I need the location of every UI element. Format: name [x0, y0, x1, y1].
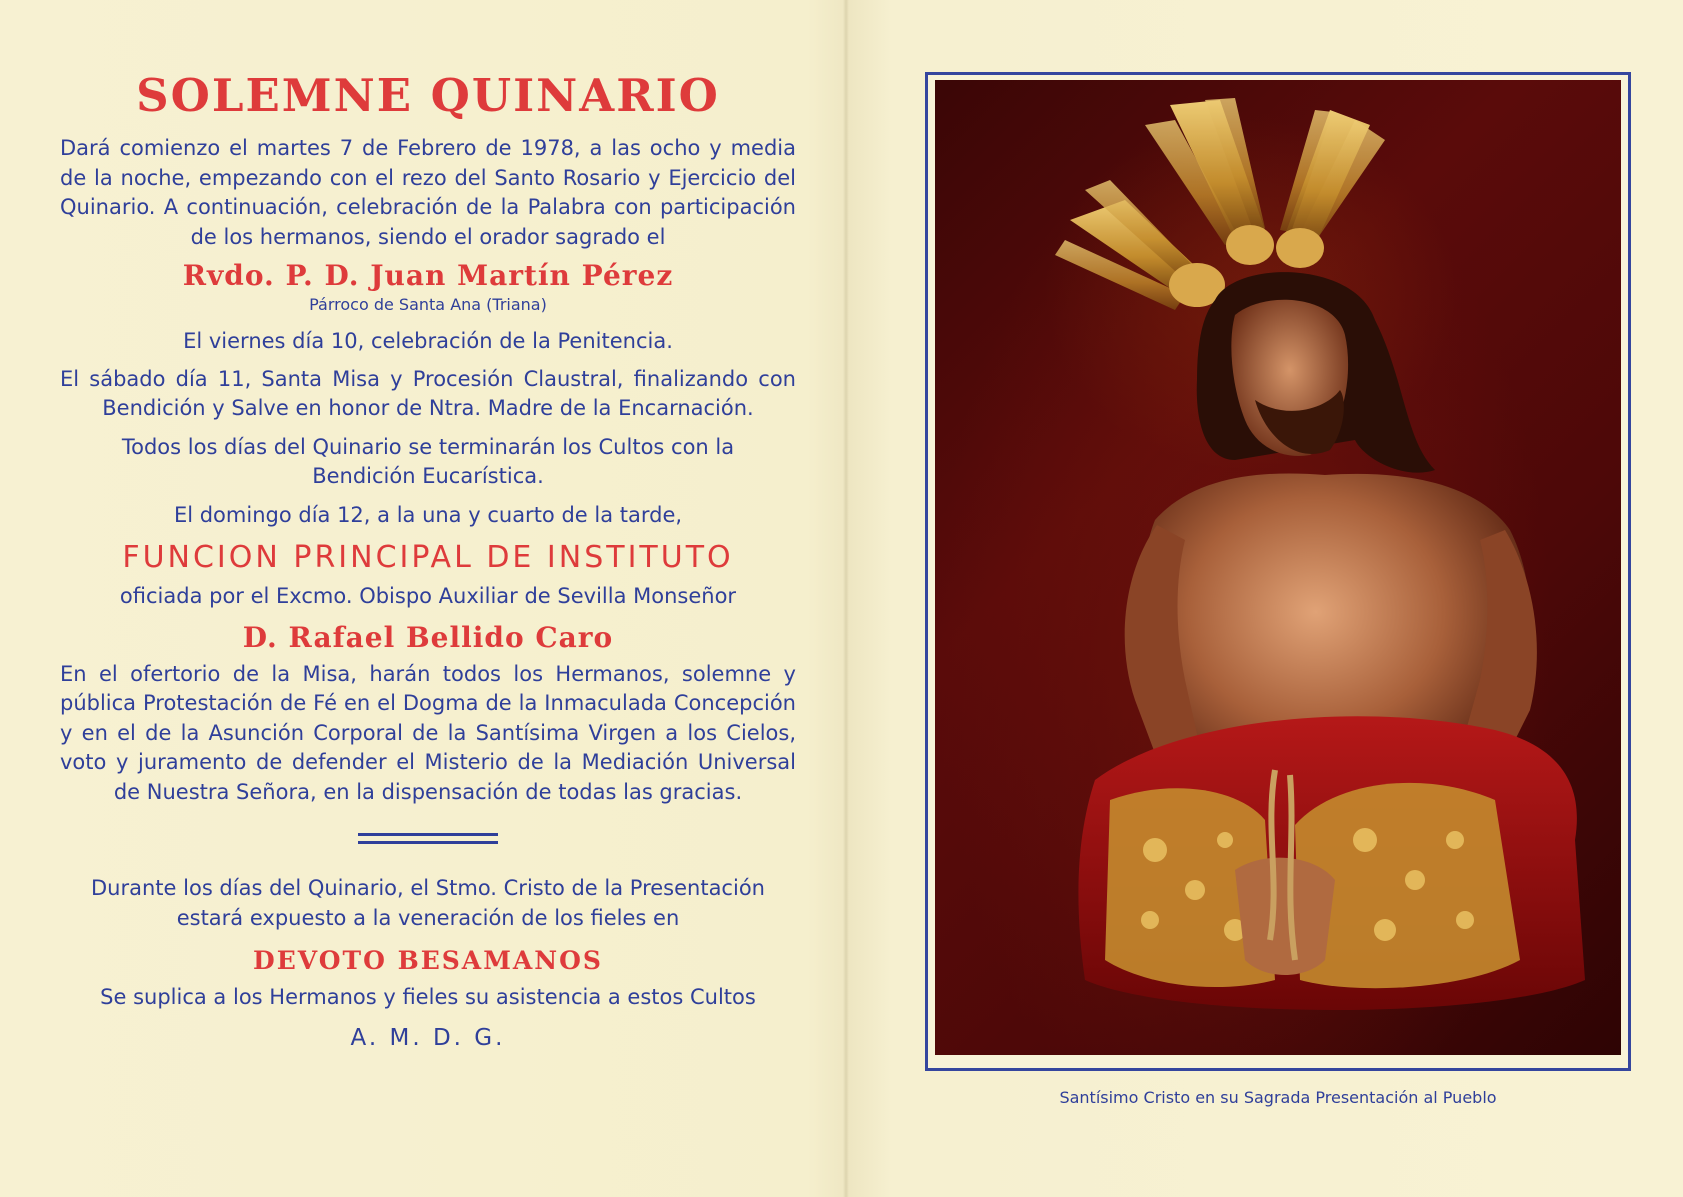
intro-paragraph: Dará comienzo el martes 7 de Febrero de 1978, a las ocho y media de la noche, empezando con el rezo del Santo Rosario y Ejercicio del Quinario. A continuación, celebración de la Palabra con participación de los hermanos, siendo el orador sagrado el	[60, 136, 796, 249]
orator-role: Párroco de Santa Ana (Triana)	[309, 295, 547, 314]
plea-note: Se suplica a los Hermanos y fieles su asistencia a estos Cultos	[100, 985, 756, 1009]
center-fold	[843, 0, 849, 1197]
officiant-name: D. Rafael Bellido Caro	[242, 620, 614, 654]
photo-caption: Santísimo Cristo en su Sagrada Presentación al Pueblo	[1059, 1088, 1497, 1107]
halo-rays	[1055, 98, 1385, 310]
christ-photo	[935, 80, 1621, 1055]
closing-initials: A. M. D. G.	[350, 1024, 506, 1051]
main-function-heading: FUNCION PRINCIPAL DE INSTITUTO	[122, 540, 734, 575]
bound-hands	[1235, 858, 1335, 975]
section-divider	[358, 833, 498, 844]
exposition-note: Durante los días del Quinario, el Stmo. Cristo de la Presentación estará expuesto a la veneración de los fieles en	[91, 876, 765, 930]
orator-name: Rvdo. P. D. Juan Martín Pérez	[182, 259, 674, 292]
friday-note: El viernes día 10, celebración de la Penitencia.	[183, 329, 673, 353]
left-panel	[58, 60, 798, 1051]
saturday-note: El sábado día 11, Santa Misa y Procesión Claustral, finalizando con Bendición y Salve en honor de Ntra. Madre de la Encarnación.	[60, 366, 796, 420]
besamanos-heading: DEVOTO BESAMANOS	[253, 946, 603, 975]
daily-note: Todos los días del Quinario se terminarán los Cultos con la Bendición Eucarística.	[121, 434, 735, 488]
christ-figure-illustration	[935, 80, 1621, 1055]
officiant-intro: oficiada por el Excmo. Obispo Auxiliar de Sevilla Monseñor	[119, 584, 737, 608]
sunday-note: El domingo día 12, a la una y cuarto de la tarde,	[173, 502, 683, 527]
offertory-paragraph: En el ofertorio de la Misa, harán todos los Hermanos, solemne y pública Protestación de Fé en el Dogma de la Inmaculada Concepción y en el de la Asunción Corporal de la Santísima Virgen a los Cielos, voto y juramento de defender el Misterio de la Mediación Universal de Nuestra Señora, en la dispensación de todas las gracias.	[60, 661, 796, 804]
page-title: SOLEMNE QUINARIO	[136, 69, 720, 122]
